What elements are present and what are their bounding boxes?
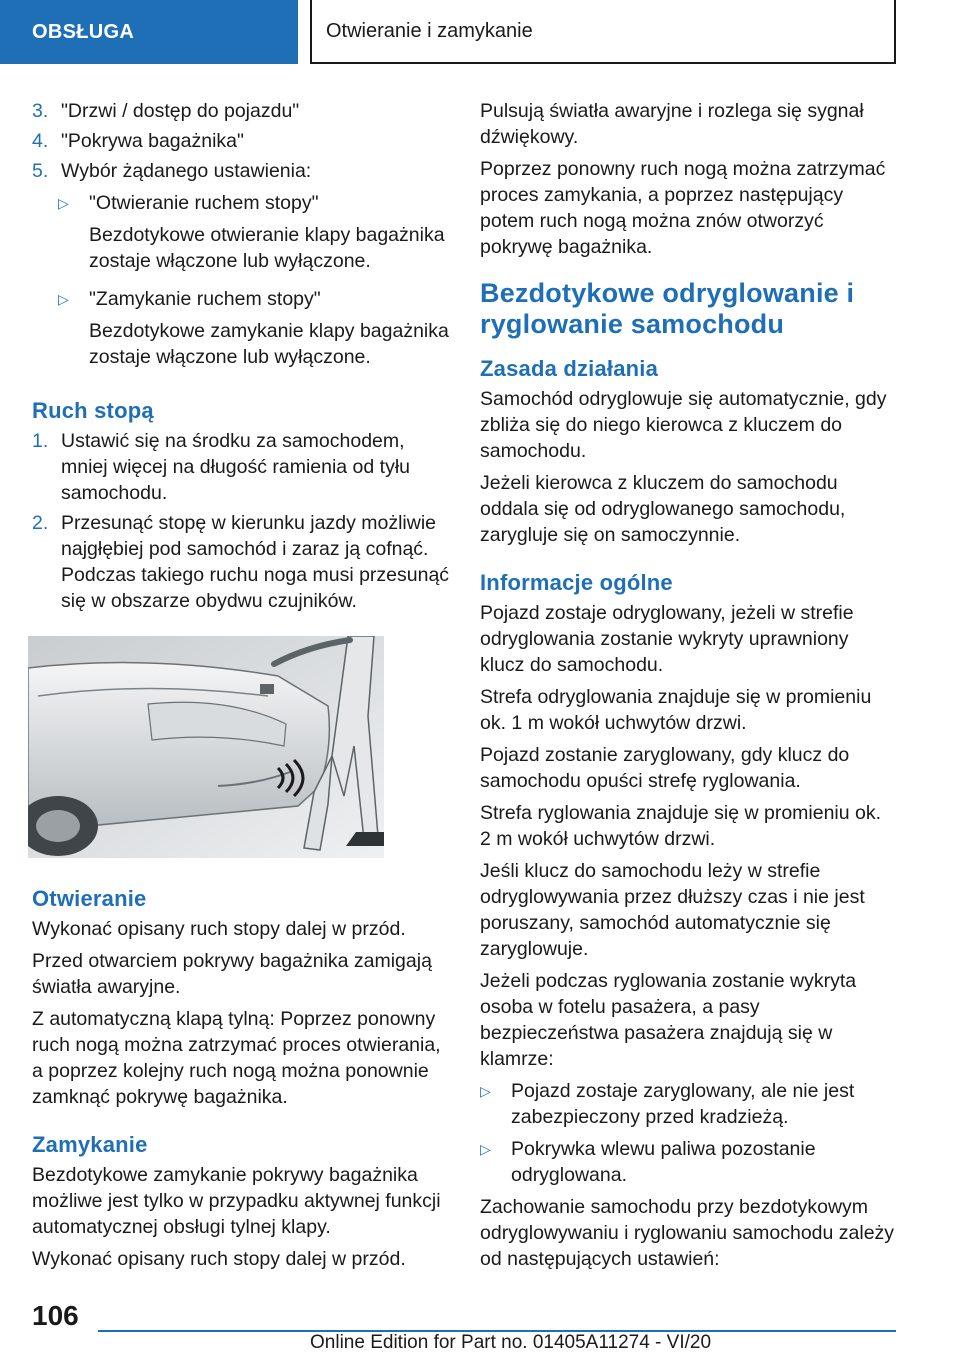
paragraph: Zachowanie samochodu przy bezdotykowym odryglowywaniu i ryglowaniu samochodu zależy od następujących ustawień: xyxy=(480,1196,895,1270)
paragraph: Pojazd zostaje odryglowany, jeżeli w strefie odryglowania zostanie wykryty uprawniony klucz do samochodu. xyxy=(480,602,854,676)
step-item xyxy=(32,98,450,124)
option-item xyxy=(58,286,450,376)
step-number: 1. xyxy=(32,430,49,452)
paragraph: Jeżeli podczas ryglowania zostanie wykryta osoba w fotelu pasażera, a pasy bezpieczeństwa pasażera znajdują się w klamrze: xyxy=(480,970,857,1070)
option-description: Bezdotykowe otwieranie klapy bagażnika zostaje włączone lub wyłączone. xyxy=(89,224,445,272)
step-text: Ustawić się na środku za samochodem, mniej więcej na długość ramienia od tyłu samochodu. xyxy=(61,430,411,504)
step-number: 3. xyxy=(32,100,49,122)
step-text: Wybór żądanego ustawienia: xyxy=(61,160,312,182)
option-description: Bezdotykowe zamykanie klapy bagażnika zostaje włączone lub wyłączone. xyxy=(89,320,449,368)
step-number: 2. xyxy=(32,512,49,534)
bullet-text: Pojazd zostaje zaryglowany, ale nie jest zabezpieczony przed kradzieżą. xyxy=(511,1080,855,1128)
step-item xyxy=(32,158,450,184)
heading-bezdotykowe: Bezdotykowe odryglowanie i ryglowanie samochodu xyxy=(480,278,855,339)
right-column xyxy=(480,98,896,1278)
paragraph: Wykonać opisany ruch stopy dalej w przód. xyxy=(32,1248,406,1270)
paragraph: Wykonać opisany ruch stopy dalej w przód. xyxy=(32,918,406,940)
heading-otwieranie: Otwieranie xyxy=(32,886,147,911)
paragraph: Jeśli klucz do samochodu leży w strefie odryglowywania przez dłuższy czas i nie jest poruszany, samochód automatycznie się zaryglowuje. xyxy=(480,860,865,960)
step-number: 5. xyxy=(32,160,49,182)
triangle-bullet-icon: ▷ xyxy=(480,1141,491,1157)
triangle-bullet-icon: ▷ xyxy=(58,291,69,307)
paragraph: Pulsują światła awaryjne i rozlega się sygnał dźwiękowy. xyxy=(480,100,864,148)
section-title: OBSŁUGA xyxy=(32,20,135,43)
bullet-item xyxy=(480,1136,896,1188)
footer-edition: Online Edition for Part no. 01405A11274 - VI/20 xyxy=(310,1332,712,1353)
step-number: 4. xyxy=(32,130,49,152)
chapter-header xyxy=(310,0,896,64)
paragraph: Bezdotykowe zamykanie pokrywy bagażnika możliwe jest tylko w przypadku aktywnej funkcji automatycznej obsługi tylnej klapy. xyxy=(32,1164,441,1238)
step-text: "Pokrywa bagażnika" xyxy=(61,130,244,152)
step-text: Przesunąć stopę w kierunku jazdy możliwie najgłębiej pod samochód i zaraz ją cofnąć. Podczas takiego ruchu noga musi przesunąć się w obszarze obydwu czujników. xyxy=(61,512,450,612)
bullet-item xyxy=(480,1078,896,1130)
section-tab xyxy=(0,0,298,64)
heading-zamykanie: Zamykanie xyxy=(32,1132,148,1157)
option-title: "Zamykanie ruchem stopy" xyxy=(89,288,321,310)
heading-zasada-dzialania: Zasada działania xyxy=(480,356,659,381)
paragraph: Poprzez ponowny ruch nogą można zatrzymać proces zamykania, a poprzez następujący potem ruch nogą można znów otworzyć pokrywę bagażnika. xyxy=(480,158,886,258)
step-item xyxy=(32,428,450,506)
heading-informacje-ogolne: Informacje ogólne xyxy=(480,570,673,595)
option-item xyxy=(58,190,450,280)
option-title: "Otwieranie ruchem stopy" xyxy=(89,192,319,214)
chapter-title: Otwieranie i zamykanie xyxy=(326,19,533,42)
page-number: 106 xyxy=(32,1300,79,1331)
paragraph: Jeżeli kierowca z kluczem do samochodu oddala się od odryglowanego samochodu, zarygluje się on samoczynnie. xyxy=(480,472,846,546)
paragraph: Przed otwarciem pokrywy bagażnika zamigają światła awaryjne. xyxy=(32,950,432,998)
paragraph: Strefa odryglowania znajduje się w promieniu ok. 1 m wokół uchwytów drzwi. xyxy=(480,686,872,734)
step-item xyxy=(32,128,450,154)
heading-ruch-stopa: Ruch stopą xyxy=(32,398,154,423)
paragraph: Pojazd zostanie zaryglowany, gdy klucz do samochodu opuści strefę ryglowania. xyxy=(480,744,850,792)
paragraph: Samochód odryglowuje się automatycznie, gdy zbliża się do niego kierowca z kluczem do samochodu. xyxy=(480,388,887,462)
step-item xyxy=(32,510,450,614)
paragraph: Strefa ryglowania znajduje się w promieniu ok. 2 m wokół uchwytów drzwi. xyxy=(480,802,882,850)
triangle-bullet-icon: ▷ xyxy=(58,195,69,211)
illustration-foot-gesture xyxy=(28,636,384,858)
step-text: "Drzwi / dostęp do pojazdu" xyxy=(61,100,300,122)
left-column xyxy=(32,98,450,1278)
paragraph: Z automatyczną klapą tylną: Poprzez ponowny ruch nogą można zatrzymać proces otwierania, a poprzez kolejny ruch nogą można ponownie zamknąć pokrywę bagażnika. xyxy=(32,1008,441,1108)
bullet-text: Pokrywka wlewu paliwa pozostanie odryglowana. xyxy=(511,1138,816,1186)
triangle-bullet-icon: ▷ xyxy=(480,1083,491,1099)
